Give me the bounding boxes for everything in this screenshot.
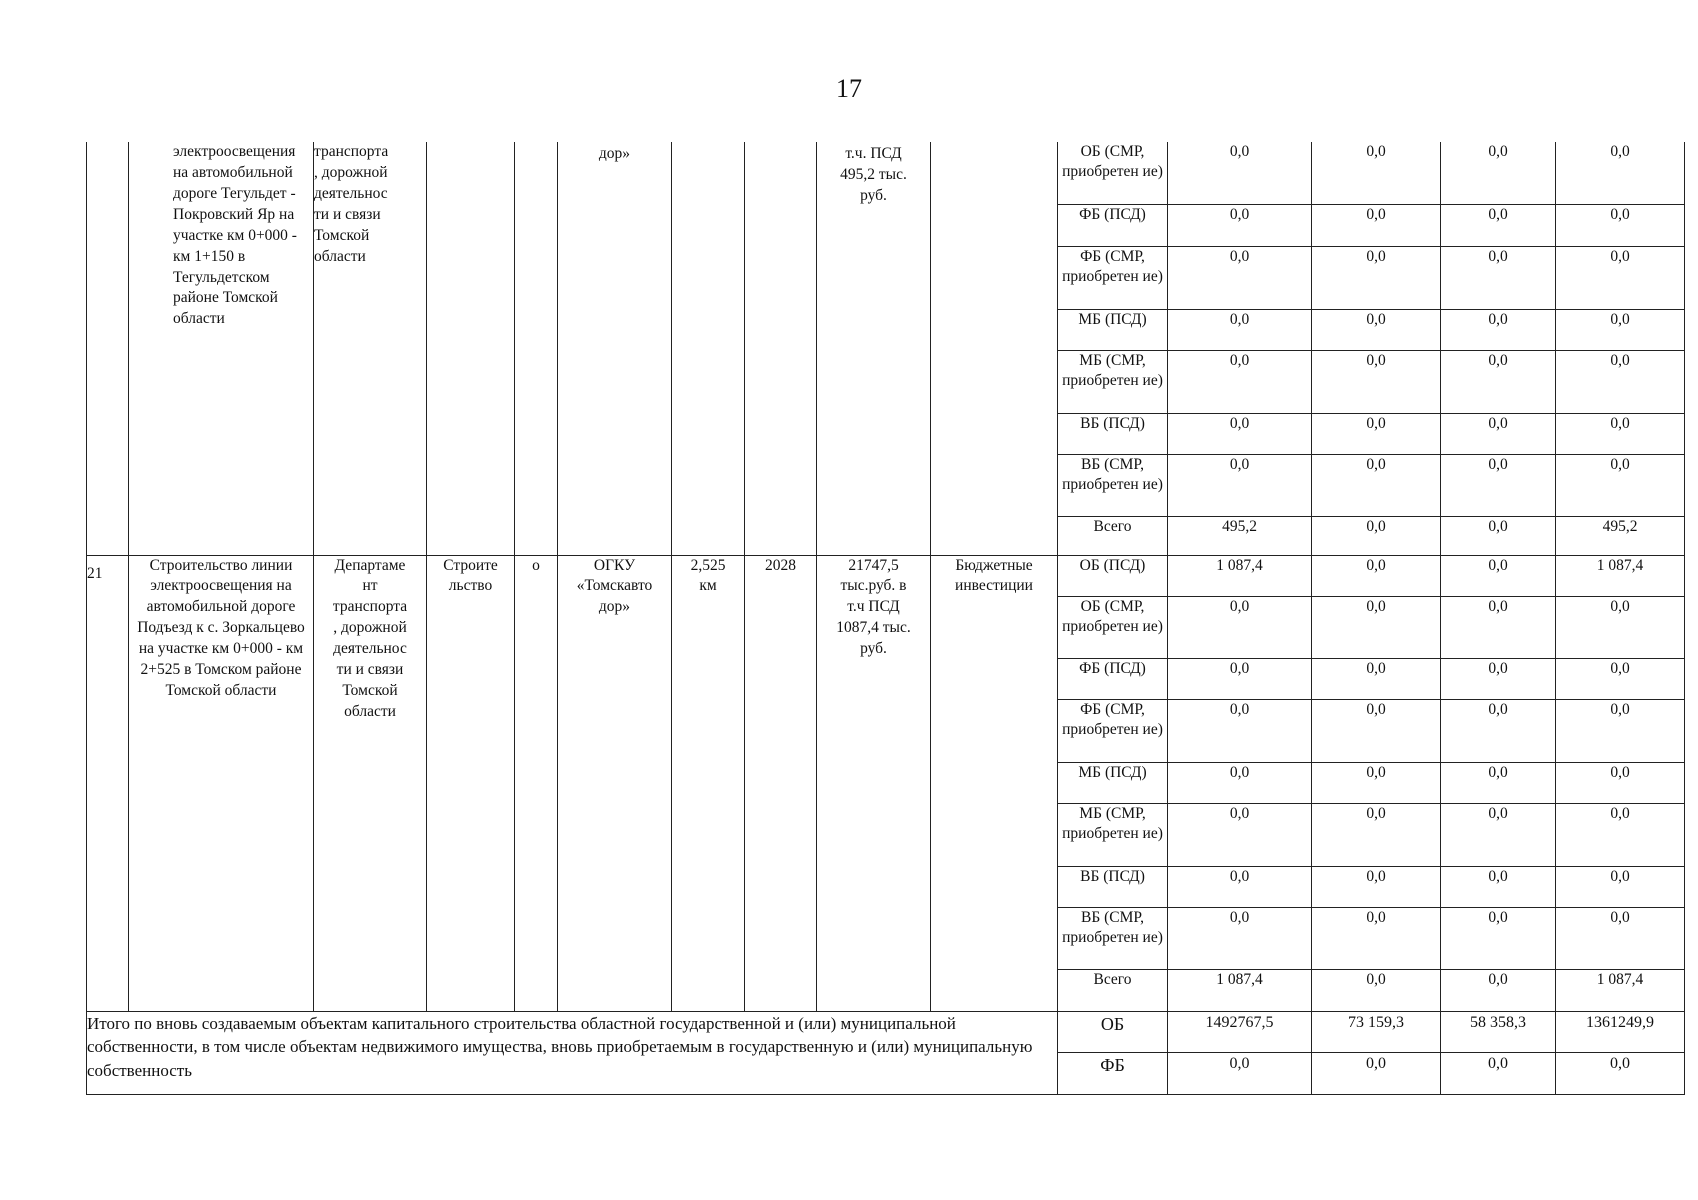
amount-cell: 0,0 [1441, 1052, 1556, 1094]
funding-source: ФБ (СМР, приобретен ие) [1058, 699, 1168, 762]
amount-cell: 0,0 [1312, 596, 1441, 658]
amount-cell: 0,0 [1556, 762, 1685, 803]
amount-cell: 0,0 [1312, 866, 1441, 907]
amount-cell: 0,0 [1312, 204, 1441, 246]
object-21-rows [87, 555, 1685, 1011]
amount-cell: 0,0 [1312, 699, 1441, 762]
construction-type-line: льство [448, 577, 493, 595]
funding-source: ФБ (ПСД) [1058, 658, 1168, 699]
amount-cell: 0,0 [1312, 350, 1441, 413]
amount-cell: 0,0 [1556, 699, 1685, 762]
amount-cell: 0,0 [1441, 454, 1556, 516]
customer-line: «Томскавто [576, 577, 653, 595]
amount-cell: 0,0 [1441, 555, 1556, 596]
amount-cell: 0,0 [1168, 309, 1312, 350]
amount-cell: 1361249,9 [1556, 1011, 1685, 1052]
amount-cell: 0,0 [1168, 699, 1312, 762]
estimated-cost [817, 142, 931, 555]
funding-source: ОБ [1058, 1011, 1168, 1052]
amount-cell: 0,0 [1441, 350, 1556, 413]
funding-source: МБ (СМР, приобретен ие) [1058, 803, 1168, 866]
amount-cell: 0,0 [1312, 1052, 1441, 1094]
funding-source: Всего [1058, 969, 1168, 1011]
previous-object-rows [87, 142, 1685, 555]
amount-cell: 0,0 [1556, 454, 1685, 516]
customer-line: дор» [598, 598, 631, 616]
amount-cell: 0,0 [1168, 413, 1312, 454]
amount-cell: 0,0 [1556, 350, 1685, 413]
amount-cell: 1 087,4 [1556, 555, 1685, 596]
responsible-department-line: , дорожной [333, 619, 407, 637]
table-row [87, 555, 1685, 596]
funding-source: ВБ (СМР, приобретен ие) [1058, 907, 1168, 969]
amount-cell: 0,0 [1168, 1052, 1312, 1094]
responsible-department-line: ти и связи [314, 205, 381, 223]
responsible-department-line: ти и связи [336, 661, 404, 679]
funding-source: ОБ (СМР, приобретен ие) [1058, 596, 1168, 658]
amount-cell: 1 087,4 [1168, 969, 1312, 1011]
funding-source: МБ (СМР, приобретен ие) [1058, 350, 1168, 413]
construction-type [427, 555, 515, 1011]
amount-cell: 0,0 [1168, 803, 1312, 866]
capacity [672, 142, 745, 555]
amount-cell: 0,0 [1312, 309, 1441, 350]
estimated-cost-line: 1087,4 тыс. [836, 619, 911, 637]
amount-cell: 0,0 [1556, 413, 1685, 454]
amount-cell: 0,0 [1312, 762, 1441, 803]
responsible-department-line: деятельнос [333, 640, 407, 658]
object-number [87, 142, 129, 555]
funding-source: ВБ (ПСД) [1058, 413, 1168, 454]
amount-cell: 0,0 [1556, 204, 1685, 246]
customer: дор» [558, 142, 672, 555]
amount-cell: 0,0 [1312, 246, 1441, 309]
capacity-line: 2,525 [690, 556, 726, 574]
amount-cell: 0,0 [1441, 204, 1556, 246]
funding-source: МБ (ПСД) [1058, 762, 1168, 803]
funding-source: ФБ [1058, 1052, 1168, 1094]
estimated-cost [817, 555, 931, 1011]
funding-source: ФБ (СМР, приобретен ие) [1058, 246, 1168, 309]
amount-cell: 0,0 [1312, 969, 1441, 1011]
funding-source: Всего [1058, 516, 1168, 555]
amount-cell: 1 087,4 [1168, 555, 1312, 596]
amount-cell: 0,0 [1556, 1052, 1685, 1094]
amount-cell: 0,0 [1312, 803, 1441, 866]
amount-cell: 1 087,4 [1556, 969, 1685, 1011]
capacity [672, 555, 745, 1011]
estimated-cost-line: 495,2 тыс. [840, 165, 907, 183]
estimated-cost-line: т.ч. ПСД [845, 145, 902, 162]
amount-cell: 0,0 [1556, 246, 1685, 309]
amount-cell: 0,0 [1441, 516, 1556, 555]
amount-cell: 0,0 [1441, 762, 1556, 803]
object-number: 21 [87, 555, 129, 1011]
responsible-department-line: нт [362, 577, 378, 595]
amount-cell: 495,2 [1556, 516, 1685, 555]
amount-cell: 0,0 [1168, 907, 1312, 969]
amount-cell: 0,0 [1441, 309, 1556, 350]
amount-cell: 0,0 [1441, 413, 1556, 454]
amount-cell: 0,0 [1441, 866, 1556, 907]
amount-cell: 0,0 [1556, 142, 1685, 204]
estimated-cost-line: руб. [860, 640, 887, 658]
amount-cell: 0,0 [1556, 596, 1685, 658]
totals-label: Итого по вновь создаваемым объектам капитального строительства областной государственной и (или) муниципальной собственности, в том числе объектам недвижимого имущества, вновь приобретаемым в государственную и (или) муниципальную собственность [87, 1011, 1058, 1094]
table-row [87, 1011, 1685, 1052]
totals-rows [87, 1011, 1685, 1094]
amount-cell: 0,0 [1556, 907, 1685, 969]
year: 2028 [745, 555, 817, 1011]
amount-cell: 0,0 [1441, 969, 1556, 1011]
investment-form-line: инвестиции [955, 577, 1033, 595]
funding-source: ОБ (СМР, приобретен ие) [1058, 142, 1168, 204]
customer-line: ОГКУ [593, 556, 636, 574]
amount-cell: 0,0 [1168, 142, 1312, 204]
amount-cell: 1492767,5 [1168, 1011, 1312, 1052]
amount-cell: 0,0 [1312, 555, 1441, 596]
funding-source: ФБ (ПСД) [1058, 204, 1168, 246]
responsible-department-line: транспорта [332, 598, 408, 616]
funding-source: ВБ (ПСД) [1058, 866, 1168, 907]
table-row [87, 142, 1685, 204]
amount-cell: 0,0 [1441, 246, 1556, 309]
responsible-department-line: транспорта [314, 143, 389, 160]
investment-form [931, 555, 1058, 1011]
construction-type [427, 142, 515, 555]
page-number: 17 [836, 74, 862, 103]
responsible-department-line: деятельнос [314, 184, 388, 202]
amount-cell: 0,0 [1168, 246, 1312, 309]
amount-cell: 0,0 [1441, 803, 1556, 866]
amount-cell: 58 358,3 [1441, 1011, 1556, 1052]
construction-type-line: Строите [443, 556, 498, 574]
amount-cell: 73 159,3 [1312, 1011, 1441, 1052]
amount-cell: 0,0 [1441, 699, 1556, 762]
funding-source: ВБ (СМР, приобретен ие) [1058, 454, 1168, 516]
amount-cell: 0,0 [1312, 516, 1441, 555]
customer [558, 555, 672, 1011]
responsible-department [314, 142, 427, 555]
amount-cell: 0,0 [1556, 866, 1685, 907]
amount-cell: 495,2 [1168, 516, 1312, 555]
ownership-type [515, 142, 558, 555]
responsible-department-line: Томской [342, 682, 398, 700]
responsible-department [314, 555, 427, 1011]
amount-cell: 0,0 [1168, 866, 1312, 907]
investment-form-line: Бюджетные [955, 556, 1033, 574]
capital-construction-table [86, 142, 1685, 1095]
amount-cell: 0,0 [1556, 658, 1685, 699]
amount-cell: 0,0 [1312, 658, 1441, 699]
object-name: Строительство линии электроосвещения на автомобильной дороге Подъезд к с. Зоркальцево на участке км 0+000 - км 2+525 в Томском районе Томской области [129, 555, 314, 1011]
responsible-department-line: области [344, 702, 396, 720]
amount-cell: 0,0 [1312, 142, 1441, 204]
object-name: электроосвещения на автомобильной дороге Тегульдет - Покровский Яр на участке км 0+000 - км 1+150 в Тегульдетском районе Томской области [129, 142, 314, 555]
estimated-cost-line: 21747,5 [848, 556, 899, 574]
investment-form [931, 142, 1058, 555]
amount-cell: 0,0 [1441, 142, 1556, 204]
amount-cell: 0,0 [1168, 350, 1312, 413]
amount-cell: 0,0 [1168, 762, 1312, 803]
amount-cell: 0,0 [1556, 803, 1685, 866]
amount-cell: 0,0 [1556, 309, 1685, 350]
amount-cell: 0,0 [1312, 907, 1441, 969]
amount-cell: 0,0 [1168, 454, 1312, 516]
amount-cell: 0,0 [1168, 204, 1312, 246]
amount-cell: 0,0 [1168, 658, 1312, 699]
responsible-department-line: , дорожной [314, 163, 388, 181]
funding-source: МБ (ПСД) [1058, 309, 1168, 350]
amount-cell: 0,0 [1168, 596, 1312, 658]
amount-cell: 0,0 [1441, 658, 1556, 699]
funding-source: ОБ (ПСД) [1058, 555, 1168, 596]
estimated-cost-line: тыс.руб. в [840, 577, 907, 595]
amount-cell: 0,0 [1441, 596, 1556, 658]
ownership-type: о [515, 555, 558, 1011]
responsible-department-line: области [314, 247, 366, 265]
capacity-line: км [699, 577, 717, 595]
responsible-department-line: Томской [314, 226, 370, 244]
amount-cell: 0,0 [1312, 454, 1441, 516]
year [745, 142, 817, 555]
estimated-cost-line: т.ч ПСД [847, 598, 900, 616]
amount-cell: 0,0 [1441, 907, 1556, 969]
estimated-cost-line: руб. [860, 186, 887, 204]
responsible-department-line: Департаме [334, 556, 406, 574]
amount-cell: 0,0 [1312, 413, 1441, 454]
